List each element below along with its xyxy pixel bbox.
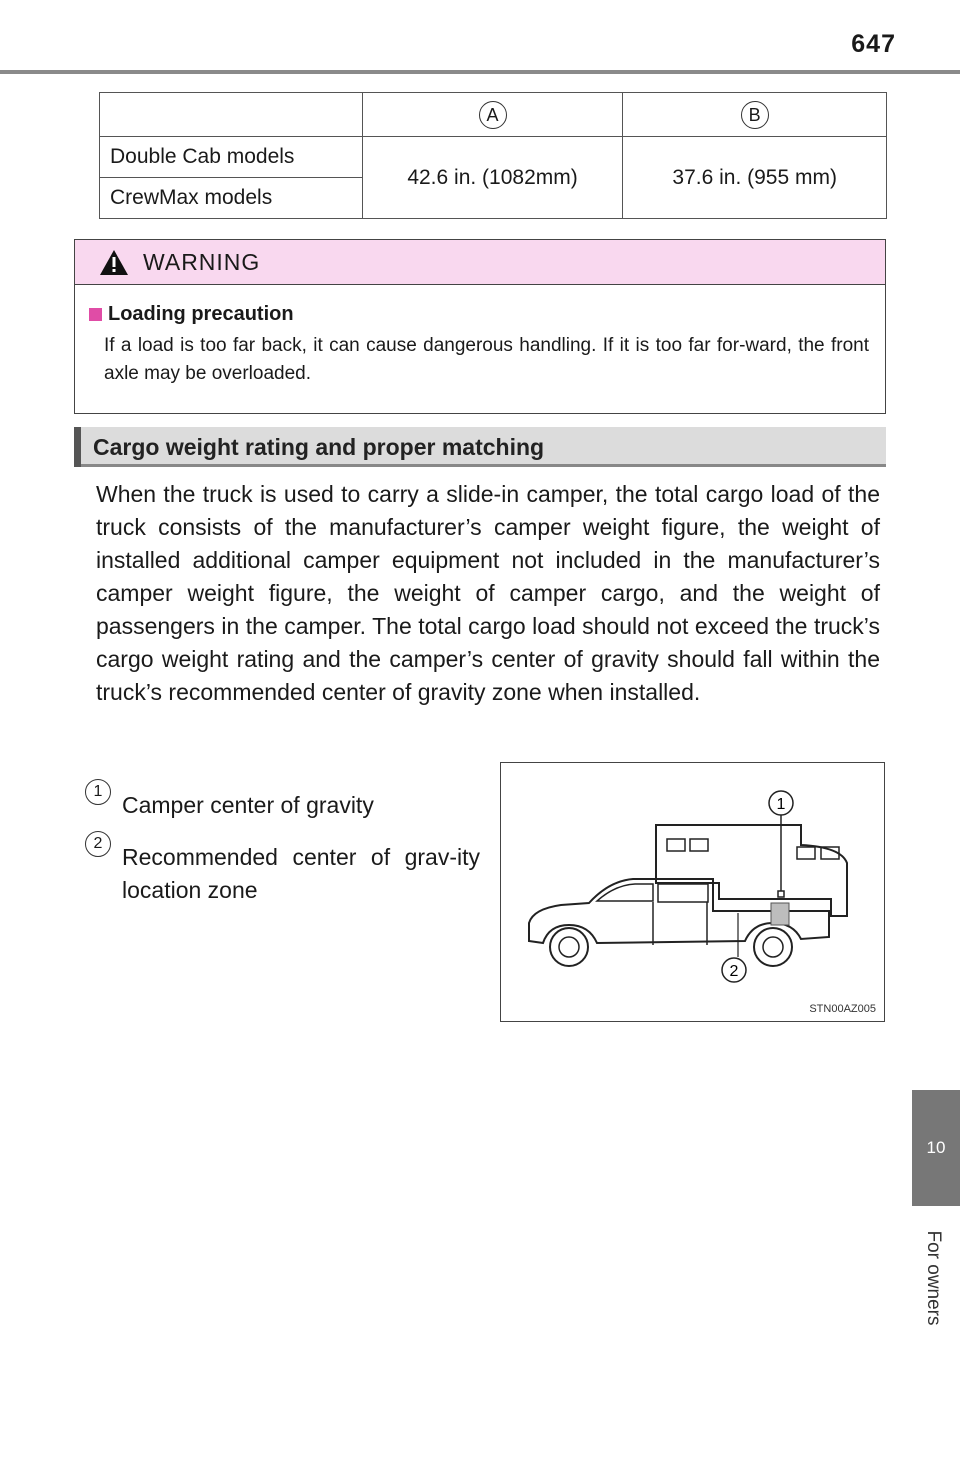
callout-number-2: 2 (85, 831, 111, 857)
row-label-crewmax: CrewMax models (100, 178, 363, 219)
table-header-row (100, 93, 887, 137)
value-b: 37.6 in. (955 mm) (623, 137, 887, 219)
callout-item-2 (85, 831, 480, 907)
warning-body (75, 285, 885, 388)
warning-header (75, 240, 885, 285)
dimension-table (99, 92, 887, 219)
callout-number-1: 1 (85, 779, 111, 805)
table-header-a (362, 93, 623, 137)
illustration-label-2: 2 (729, 963, 739, 980)
recommended-cg-zone (771, 903, 789, 925)
square-bullet-icon (89, 308, 102, 321)
callout-text-2: Recommended center of grav-ity location zone (122, 844, 480, 903)
camper-window-2 (690, 839, 708, 851)
camper-window-1 (667, 839, 685, 851)
circled-letter-a: A (479, 101, 507, 129)
warning-subheading (89, 303, 869, 326)
row-label-double-cab: Double Cab models (100, 137, 363, 178)
warning-subheading-text: Loading precaution (108, 303, 294, 325)
callout-text-1: Camper center of gravity (122, 792, 374, 818)
truck-camper-drawing (501, 763, 886, 1023)
header-rule (0, 70, 960, 74)
camper-window-3 (797, 847, 815, 859)
warning-box (74, 239, 886, 414)
chapter-tab: 10 (912, 1090, 960, 1206)
callout-item-1 (85, 779, 480, 822)
illustration-label-1: 1 (776, 796, 786, 813)
chapter-side-label-text: For owners (923, 1230, 944, 1326)
warning-triangle-icon (99, 249, 129, 276)
truck-front-window (597, 884, 653, 901)
chapter-side-label (906, 1218, 960, 1338)
section-heading-text: Cargo weight rating and proper matching (93, 434, 545, 460)
camper-cg-marker (778, 891, 784, 897)
value-a: 42.6 in. (1082mm) (362, 137, 623, 219)
table-row (100, 137, 887, 178)
table-header-b (623, 93, 887, 137)
warning-title: WARNING (143, 248, 261, 275)
page-number: 647 (851, 30, 896, 58)
table-header-empty (100, 93, 363, 137)
truck-camper-illustration (500, 762, 885, 1022)
section-heading (74, 427, 886, 467)
rear-wheel (754, 928, 792, 966)
circled-letter-b: B (741, 101, 769, 129)
illustration-code: STN00AZ005 (809, 1003, 876, 1015)
truck-rear-window (658, 884, 708, 902)
body-paragraph: When the truck is used to carry a slide-in camper, the total cargo load of the truck consists of the manufacturer’s camper weight figure, the weight of installed additional camper equipment not included in the manufacturer’s camper weight figure, the weight of camper cargo, and the weight of passengers in the camper. The total cargo load should not exceed the truck’s cargo weight rating and the camper’s center of gravity should fall within the truck’s recommended center of gravity zone when installed. (96, 481, 880, 705)
front-wheel (550, 928, 588, 966)
warning-text: If a load is too far back, it can cause dangerous handling. If it is too far for-ward, the front axle may be overloaded. (104, 335, 869, 384)
section-heading-bar (74, 427, 81, 467)
